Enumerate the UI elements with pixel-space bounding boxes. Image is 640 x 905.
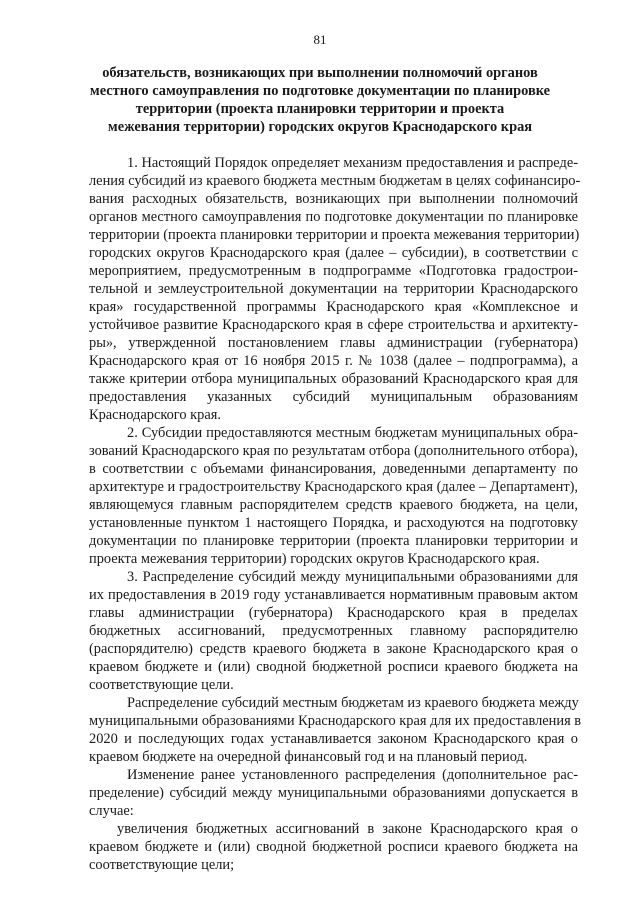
paragraph-line: увеличения бюджетных ассигнований в законе Краснодарского края о — [117, 821, 578, 837]
paragraph-line: архитектуре и градостроительству Краснодарского края (далее – Департамент), — [89, 479, 578, 495]
paragraph-line: 2. Субсидии предоставляются местным бюджетам муниципальных обра- — [127, 425, 578, 441]
paragraph-line: краевом бюджете и (или) сводной бюджетной росписи краевого бюджета на — [89, 839, 578, 855]
paragraph-line: в соответствии с объемами финансирования, доведенными департаменту по — [89, 461, 578, 477]
page-number: 81 — [313, 32, 327, 47]
paragraph-line: органов местного самоуправления по подготовке документации по планировке — [89, 209, 578, 225]
paragraph-line: Изменение ранее установленного распределения (дополнительное рас- — [127, 767, 578, 783]
paragraph-line: предоставления указанных субсидий муниципальным образованиям — [89, 389, 578, 405]
document-body — [89, 154, 582, 874]
paragraph-line: соответствующие цели; — [89, 857, 235, 873]
paragraph-line: тельной и землеустроительной документации на территории Краснодарского — [89, 281, 578, 297]
paragraph — [89, 766, 578, 820]
paragraph-line: 3. Распределение субсидий между муниципальными образованиями для — [127, 569, 578, 585]
document-heading — [60, 64, 580, 136]
paragraph-line: главы администрации (губернатора) Краснодарского края в пределах — [89, 605, 578, 621]
paragraph — [89, 694, 582, 766]
paragraph-line: (распорядителю) средств краевого бюджета в законе Краснодарского края о — [89, 641, 578, 657]
paragraph-line: их предоставления в 2019 году устанавливается нормативным правовым актом — [89, 587, 578, 603]
paragraph — [89, 820, 578, 874]
paragraph-line: Распределение субсидий местным бюджетам из краевого бюджета между — [127, 695, 579, 711]
paragraph-line: случае: — [89, 803, 134, 819]
paragraph-line: вания расходных обязательств, возникающих при выполнении полномочий — [89, 191, 578, 207]
paragraph-line: городских округов Краснодарского края (далее – субсидии), в соответствии с — [89, 245, 578, 261]
paragraph-line: ления субсидий из краевого бюджета местным бюджетам в целях софинансиро- — [89, 173, 581, 189]
heading-line: территории (проекта планировки территории и проекта — [135, 101, 505, 117]
paragraph-line: зований Краснодарского края по результатам отбора (дополнительного отбора), — [89, 443, 578, 459]
paragraph — [89, 568, 578, 694]
paragraph — [89, 424, 578, 568]
paragraph-line: краевом бюджете на очередной финансовый год и на плановый период. — [89, 749, 528, 765]
paragraph-line: пределение) субсидий между муниципальными образованиями допускается в — [89, 785, 578, 801]
heading-line: обязательств, возникающих при выполнении полномочий органов — [102, 65, 538, 81]
paragraph-line: также критерии отбора муниципальных образований Краснодарского края для — [89, 371, 578, 387]
paragraph-line: краевом бюджете и (или) сводной бюджетной росписи краевого бюджета на — [89, 659, 578, 675]
paragraph-line: территории (проекта планировки территории и проекта межевания территории) — [89, 227, 580, 243]
heading-line: местного самоуправления по подготовке документации по планировке — [89, 83, 551, 99]
paragraph-line: устойчивое развитие Краснодарского края в сфере строительства и архитекту- — [89, 317, 578, 333]
paragraph-line: 1. Настоящий Порядок определяет механизм предоставления и распреде- — [127, 155, 578, 171]
paragraph-line: являющемуся главным распорядителем средств краевого бюджета, на цели, — [89, 497, 578, 513]
paragraph-line: проекта межевания территории) городских округов Краснодарского края. — [89, 551, 540, 567]
paragraph-line: ры», утвержденной постановлением главы администрации (губернатора) — [89, 335, 578, 351]
paragraph — [89, 154, 581, 424]
paragraph-line: 2020 и последующих годах устанавливается законом Краснодарского края о — [89, 731, 578, 747]
paragraph-line: установленные пунктом 1 настоящего Порядка, и расходуются на подготовку — [89, 515, 578, 531]
paragraph-line: мероприятием, предусмотренным в подпрограмме «Подготовка градострои- — [89, 263, 578, 279]
paragraph-line: Краснодарского края от 16 ноября 2015 г. № 1038 (далее – подпрограмма), а — [89, 353, 578, 369]
paragraph-line: муниципальными образованиями Краснодарского края для их предоставления в — [89, 713, 582, 729]
paragraph-line: бюджетных ассигнований, предусмотренных главному распорядителю — [89, 623, 578, 639]
paragraph-line: края» государственной программы Краснодарского края «Комплексное и — [89, 299, 578, 315]
paragraph-line: соответствующие цели. — [89, 677, 234, 693]
paragraph-line: документации по планировке территории (проекта планировки территории и — [89, 533, 578, 549]
heading-line: межевания территории) городских округов Краснодарского края — [107, 119, 533, 135]
paragraph-line: Краснодарского края. — [89, 407, 221, 423]
